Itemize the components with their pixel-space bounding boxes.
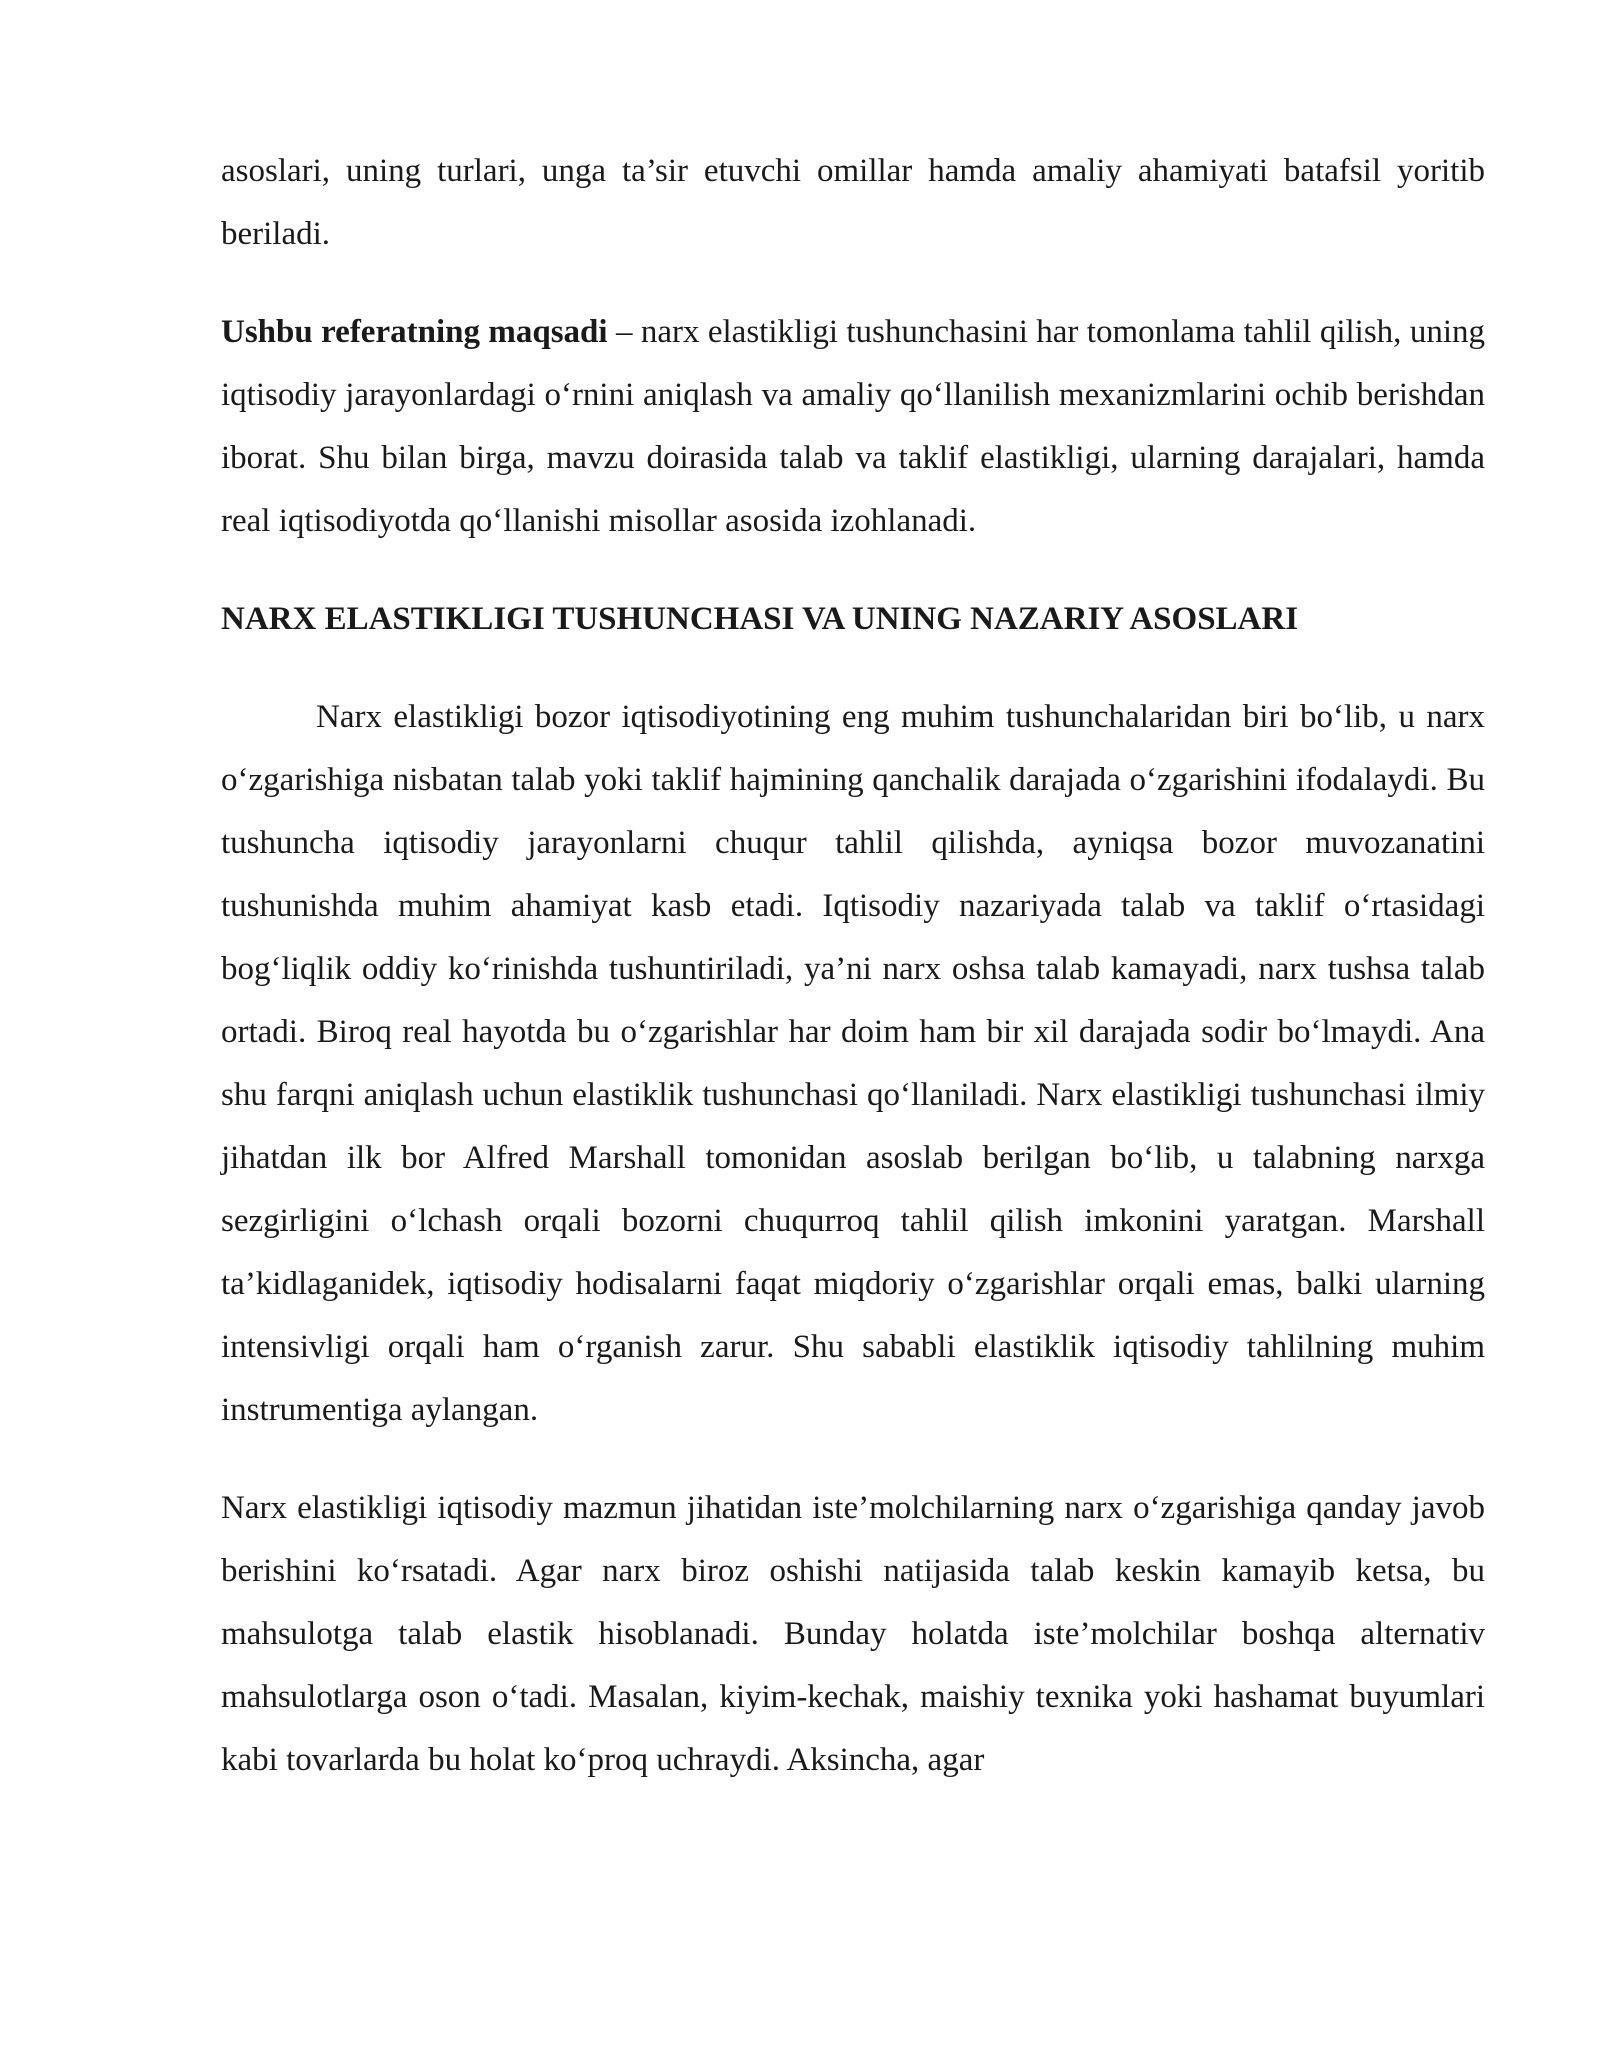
purpose-lead: Ushbu referatning maqsadi <box>221 314 608 350</box>
intro-continuation-paragraph: asoslari, uning turlari, unga ta’sir etuvchi omillar hamda amaliy ahamiyati batafsil yoritib beriladi. <box>221 153 1485 252</box>
document-page <box>221 140 1485 1792</box>
purpose-body: – narx elastikligi tushunchasini har tomonlama tahlil qilish, uning iqtisodiy jarayonlardagi o‘rnini aniqlash va amaliy qo‘llanilish mexanizmlarini ochib berishdan iborat. Shu bilan birga, mavzu doirasida talab va taklif elastikligi, ularning darajalari, hamda real iqtisodiyotda qo‘llanishi misollar asosida izohlanadi. <box>221 314 1485 539</box>
section-heading: NARX ELASTIKLIGI TUSHUNCHASI VA UNING NAZARIY ASOSLARI <box>221 601 1299 637</box>
meaning-paragraph: Narx elastikligi iqtisodiy mazmun jihatidan iste’molchilarning narx o‘zgarishiga qanday javob berishini ko‘rsatadi. Agar narx biroz oshishi natijasida talab keskin kamayib ketsa, bu mahsulotga talab elastik hisoblanadi. Bunday holatda iste’molchilar boshqa alternativ mahsulotlarga oson o‘tadi. Masalan, kiyim-kechak, maishiy texnika yoki hashamat buyumlari kabi tovarlarda bu holat ko‘proq uchraydi. Aksincha, agar <box>221 1490 1485 1778</box>
purpose-paragraph <box>221 301 1485 553</box>
theory-paragraph: Narx elastikligi bozor iqtisodiyotining eng muhim tushunchalaridan biri bo‘lib, u narx o‘zgarishiga nisbatan talab yoki taklif hajmining qanchalik darajada o‘zgarishini ifodalaydi. Bu tushuncha iqtisodiy jarayonlarni chuqur tahlil qilishda, ayniqsa bozor muvozanatini tushunishda muhim ahamiyat kasb etadi. Iqtisodiy nazariyada talab va taklif o‘rtasidagi bog‘liqlik oddiy ko‘rinishda tushuntiriladi, ya’ni narx oshsa talab kamayadi, narx tushsa talab ortadi. Biroq real hayotda bu o‘zgarishlar har doim ham bir xil darajada sodir bo‘lmaydi. Ana shu farqni aniqlash uchun elastiklik tushunchasi qo‘llaniladi. Narx elastikligi tushunchasi ilmiy jihatdan ilk bor Alfred Marshall tomonidan asoslab berilgan bo‘lib, u talabning narxga sezgirligini o‘lchash orqali bozorni chuqurroq tahlil qilish imkonini yaratgan. Marshall ta’kidlaganidek, iqtisodiy hodisalarni faqat miqdoriy o‘zgarishlar orqali emas, balki ularning intensivligi orqali ham o‘rganish zarur. Shu sababli elastiklik iqtisodiy tahlilning muhim instrumentiga aylangan. <box>221 699 1485 1428</box>
